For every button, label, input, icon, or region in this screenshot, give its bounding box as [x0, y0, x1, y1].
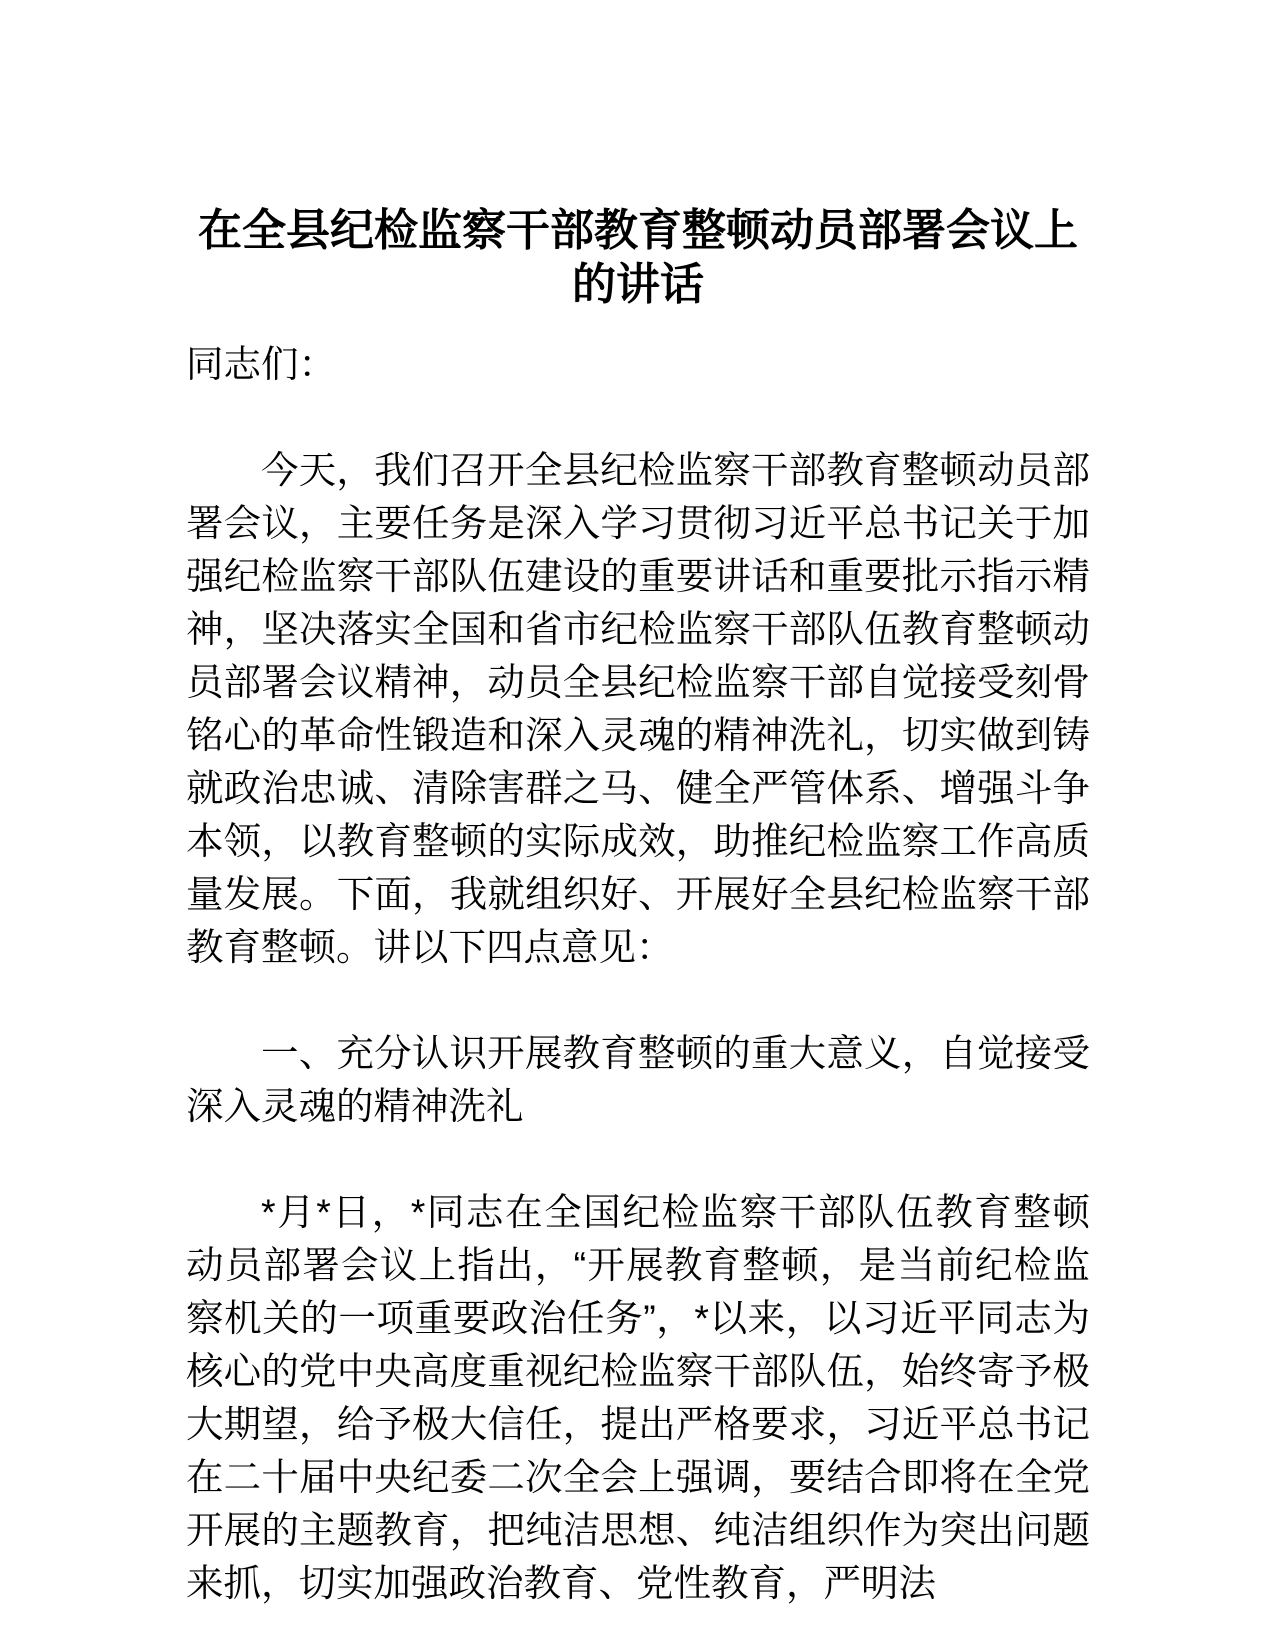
paragraph-gap-3: [186, 1133, 1090, 1186]
paragraph-gap-2: [186, 974, 1090, 1027]
salutation-line: 同志们：: [186, 343, 336, 385]
paragraph-opening: 今天，我们召开全县纪检监察干部教育整顿动员部署会议，主要任务是深入学习贯彻习近平总书记关于加强纪检监察干部队伍建设的重要讲话和重要批示指示精神，坚决落实全国和省市纪检监察干部队伍教育整顿动员部署会议精神，动员全县纪检监察干部自觉接受刻骨铭心的革命性锻造和深入灵魂的精神洗礼，切实做到铸就政治忠诚、清除害群之马、健全严管体系、增强斗争本领，以教育整顿的实际成效，助推纪检监察工作高质量发展。下面，我就组织好、开展好全县纪检监察干部教育整顿。讲以下四点意见：: [186, 449, 1090, 968]
section-heading-one: 一、充分认识开展教育整顿的重大意义，自觉接受深入灵魂的精神洗礼: [186, 1032, 1090, 1127]
paragraph-gap-1: [186, 391, 1090, 444]
page-title: 在全县纪检监察干部教育整顿动员部署会议上的讲话: [198, 206, 1078, 309]
title-body-spacer: [186, 312, 1090, 338]
document-body: [186, 0, 1090, 1610]
paragraph-section-one-first: *月*日，*同志在全国纪检监察干部队伍教育整顿动员部署会议上指出，“开展教育整顿，是当前纪检监察机关的一项重要政治任务”，*以来，以习近平同志为核心的党中央高度重视纪检监察干部队伍，始终寄予极大期望，给予极大信任，提出严格要求，习近平总书记在二十届中央纪委二次全会上强调，要结合即将在全党开展的主题教育，把纯洁思想、纯洁组织作为突出问题来抓，切实加强政治教育、党性教育，严明法: [186, 1191, 1090, 1604]
